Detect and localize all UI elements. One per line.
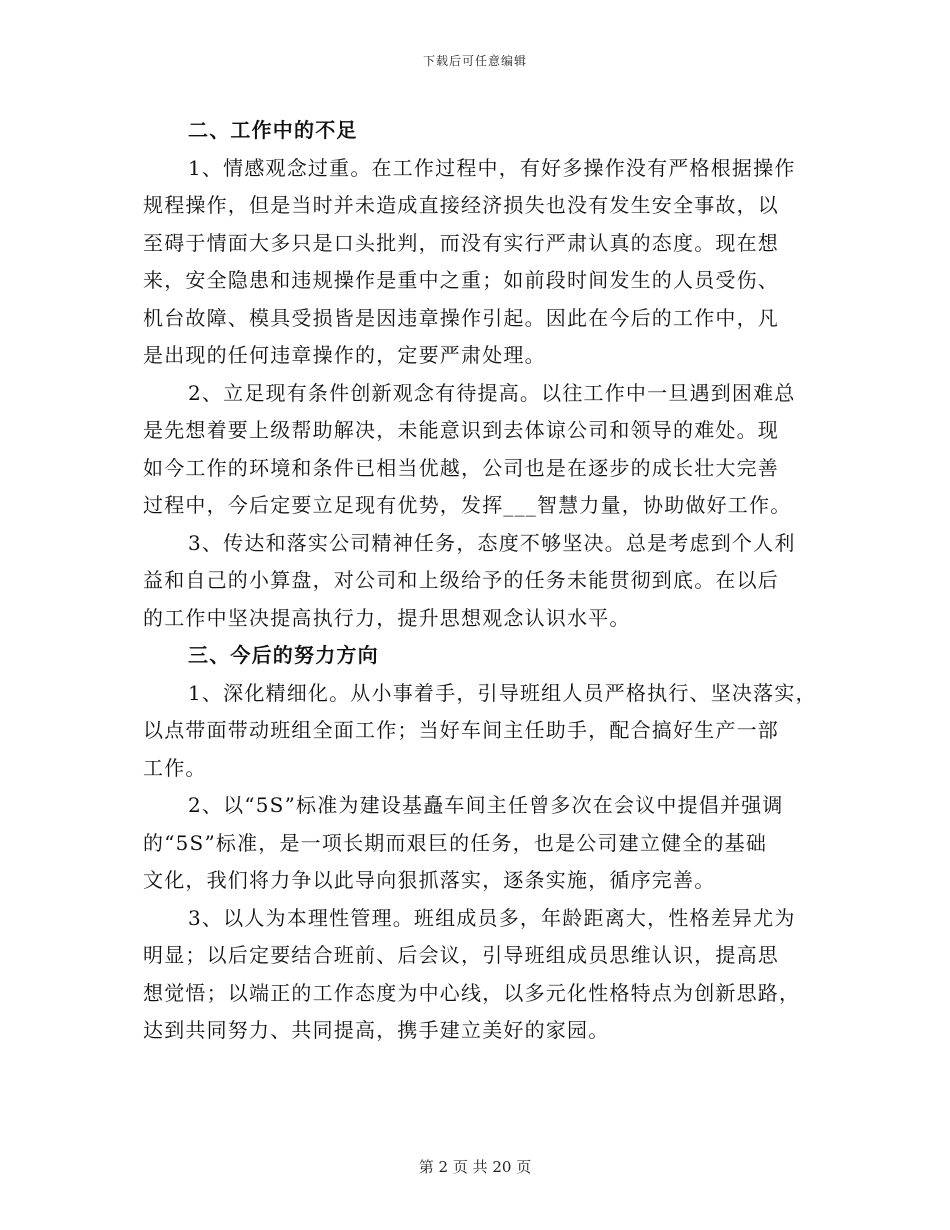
paragraph-line: 益和自己的小算盘，对公司和上级给予的任务未能贯彻到底。在以后: [143, 568, 779, 592]
paragraph-line: 规程操作，但是当时并未造成直接经济损失也没有发生安全事故，以: [143, 193, 779, 217]
paragraph-line: 机台故障、模具受损皆是因违章操作引起。因此在今后的工作中，凡: [143, 305, 779, 330]
paragraph-line: 工作。: [143, 755, 207, 780]
paragraph-line: 2、以“5S”标准为建设基矗车间主任曾多次在会议中提倡并强调: [188, 793, 784, 817]
paragraph-line: 达到共同努力、共同提高，携手建立美好的家园。: [143, 1018, 610, 1042]
paragraph-line: 的工作中坚决提高执行力，提升思想观念认识水平。: [143, 605, 631, 630]
paragraph-line: 想觉悟；以端正的工作态度为中心线，以多元化性格特点为创新思路，: [143, 980, 801, 1005]
paragraph-line: 至碍于情面大多只是口头批判，而没有实行严肃认真的态度。现在想: [143, 230, 779, 255]
section-heading-future-direction: 三、今后的努力方向: [188, 643, 379, 667]
paragraph-line: 以点带面带动班组全面工作；当好车间主任助手，配合搞好生产一部: [143, 718, 779, 742]
paragraph-line: 如今工作的环境和条件已相当优越，公司也是在逐步的成长壮大完善: [143, 455, 779, 480]
paragraph-line: 明显；以后定要结合班前、后会议，引导班组成员思维认识，提高思: [143, 943, 779, 967]
paragraph-line: 3、以人为本理性管理。班组成员多，年龄距离大，性格差异尤为: [188, 905, 796, 930]
paragraph-line: 过程中，今后定要立足现有优势，发挥___智慧力量，协助做好工作。: [143, 493, 792, 517]
section-heading-shortcomings: 二、工作中的不足: [188, 118, 358, 142]
paragraph-line: 3、传达和落实公司精神任务，态度不够坚决。总是考虑到个人利: [188, 530, 796, 555]
paragraph-line: 文化，我们将力争以此导向狠抓落实，逐条实施，循序完善。: [143, 868, 716, 892]
paragraph-line: 1、深化精细化。从小事着手，引导班组人员严格执行、坚决落实，: [188, 680, 817, 705]
paragraph-line: 是出现的任何违章操作的，定要严肃处理。: [143, 343, 546, 367]
document-body: [143, 112, 823, 1050]
page-header-note: 下载后可任意编辑: [422, 54, 527, 68]
paragraph-line: 是先想着要上级帮助解决，未能意识到去体谅公司和领导的难处。现: [143, 418, 779, 442]
paragraph-line: 2、立足现有条件创新观念有待提高。以往工作中一旦遇到困难总: [188, 380, 796, 405]
paragraph-line: 的“5S”标准，是一项长期而艰巨的任务，也是公司建立健全的基础: [143, 830, 768, 855]
paragraph-line: 来，安全隐患和违规操作是重中之重；如前段时间发生的人员受伤、: [143, 268, 779, 292]
page-number-footer: 第 2 页 共 20 页: [418, 1158, 532, 1176]
paragraph-line: 1、情感观念过重。在工作过程中，有好多操作没有严格根据操作: [188, 155, 796, 180]
